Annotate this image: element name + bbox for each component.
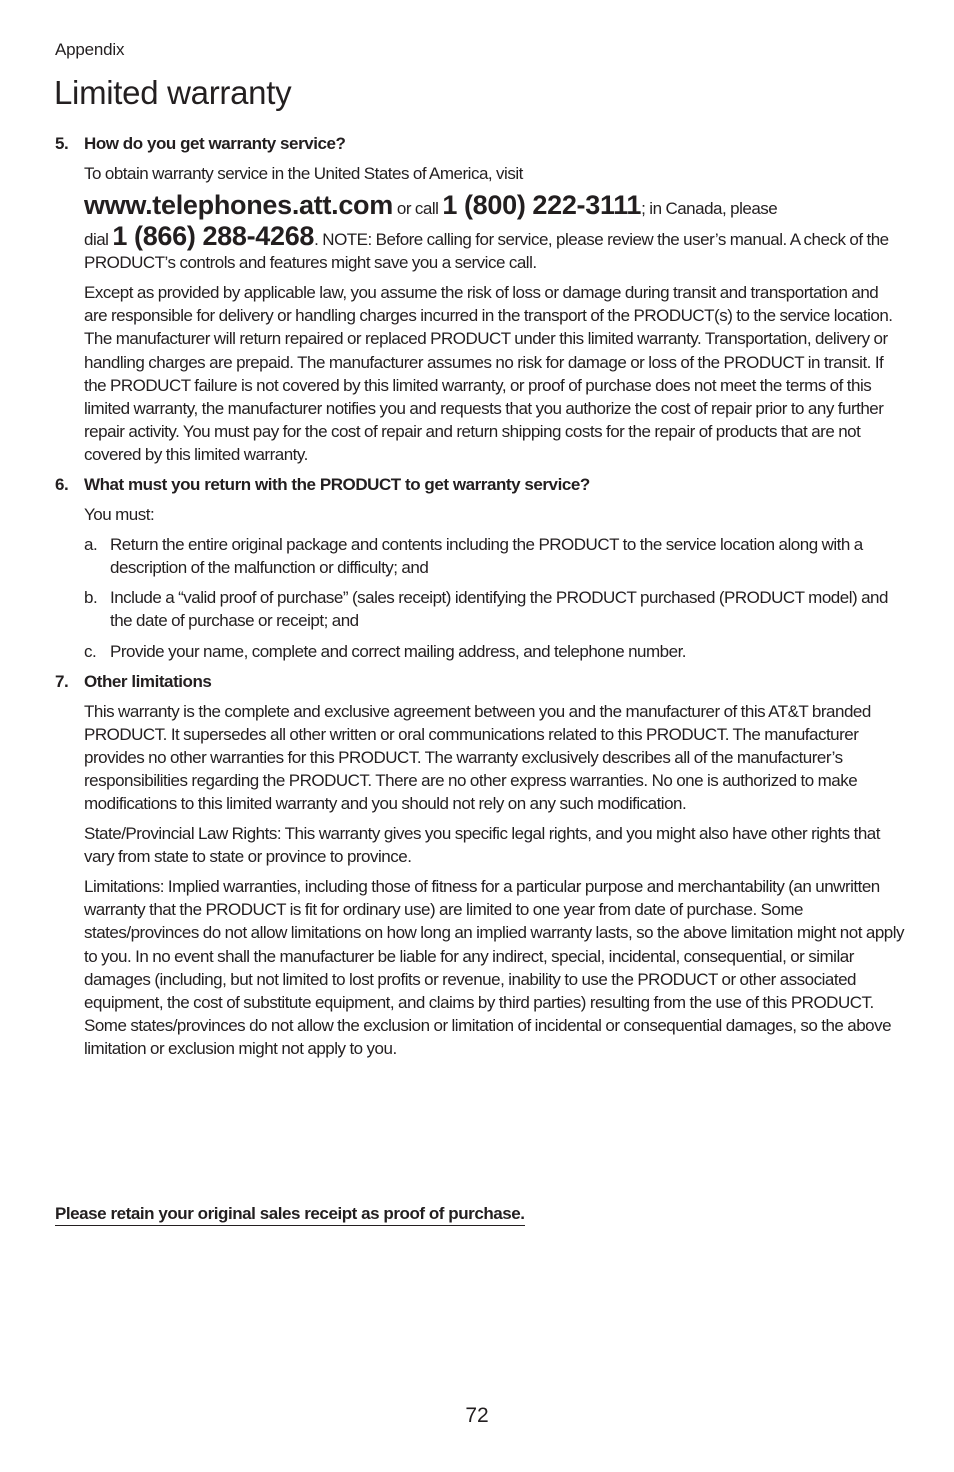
list-item-text: Provide your name, complete and correct mailing address, and telephone number. [110, 641, 687, 661]
or-call-text: or call [392, 199, 443, 219]
note-text: . NOTE: Before calling for service, please review the user’s manual. A check of the PRODUCT’s controls and features might save you a service call. [84, 230, 889, 273]
section-intro: You must: [84, 505, 155, 525]
list-item [84, 533, 905, 579]
section-label: Appendix [55, 40, 125, 59]
section-number: 6. [55, 475, 69, 495]
body-paragraph: Limitations: Implied warranties, including those of fitness for a particular purpose and merchantability (an unwritten warranty that the PRODUCT is fit for ordinary use) are limited to one year from date of purchase. Some states/provinces do not allow limitations on how long an implied warranty lasts, so the above limitation might not apply to you. In no event shall the manufacturer be liable for any indirect, special, incidental, consequential, or similar damages (including, but not limited to lost profits or revenue, inability to use the PRODUCT or other associated equipment, the cost of substitute equipment, and claims by third parties) resulting from the use of this PRODUCT. Some states/provinces do not allow the exclusion or limitation of incidental or consequential damages, so the above limitation or exclusion might not apply to you. [84, 877, 905, 1058]
section-question: What must you return with the PRODUCT to get warranty service? [84, 475, 590, 495]
section-7 [55, 670, 905, 1060]
page-title: Limited warranty [54, 74, 292, 111]
body-paragraph: State/Provincial Law Rights: This warranty gives you specific legal rights, and you might also have other rights that vary from state to state or province to province. [84, 824, 880, 867]
canada-phone-number: 1 (866) 288-4268 [112, 221, 315, 252]
section-question: Other limitations [84, 671, 212, 691]
list-letter: a. [84, 535, 98, 555]
body-paragraph: This warranty is the complete and exclusive agreement between you and the manufacturer of this AT&T branded PRODUCT. It supersedes all other written or oral communications related to this PRODUCT. The manufacturer provides no other warranties for this PRODUCT. The warranty exclusively describes all of the manufacturer’s responsibilities regarding the PRODUCT. There are no other express warranties. No one is authorized to make modifications to this limited warranty and you should not rely on any such modification. [84, 701, 871, 813]
list-item [84, 640, 905, 663]
list-letter: c. [84, 641, 97, 661]
section-heading [55, 132, 905, 155]
list-item-text: Return the entire original package and contents including the PRODUCT to the service location along with a description of the malfunction or difficulty; and [110, 535, 863, 578]
us-phone-number: 1 (800) 222-3111 [442, 190, 642, 221]
section-intro: To obtain warranty service in the United States of America, visit [84, 164, 523, 183]
page-number: 72 [465, 1404, 489, 1427]
section-heading [55, 473, 905, 496]
section-5 [55, 132, 905, 466]
warranty-content [55, 132, 905, 1060]
section-question: How do you get warranty service? [84, 134, 346, 153]
list-item-text: Include a “valid proof of purchase” (sales receipt) identifying the PRODUCT purchased (PRODUCT model) and the date of purchase or receipt; and [110, 588, 888, 631]
list-item [84, 586, 905, 632]
retain-receipt-notice: Please retain your original sales receipt as proof of purchase. [55, 1204, 525, 1226]
requirements-list [84, 533, 905, 662]
contact-paragraph [84, 189, 905, 274]
list-letter: b. [84, 588, 98, 608]
section-6 [55, 473, 905, 663]
section-number: 7. [55, 671, 69, 691]
section-number: 5. [55, 134, 69, 153]
body-paragraph: Except as provided by applicable law, you assume the risk of loss or damage during transit and transportation and are responsible for delivery or handling charges incurred in the transport of the PRODUCT(s) to the service location. The manufacturer will return repaired or replaced PRODUCT under this limited warranty. Transportation, delivery or handling charges are prepaid. The manufacturer assumes no risk for damage or loss of the PRODUCT in transit. If the PRODUCT failure is not covered by this limited warranty, or proof of purchase does not meet the terms of this limited warranty, the manufacturer notifies you and requests that you authorize the cost of repair prior to any further repair activity. You must pay for the cost of repair and return shipping costs for the repair of products that are not covered by this limited warranty. [84, 283, 893, 464]
canada-text: ; in Canada, please [641, 199, 778, 219]
section-heading [55, 670, 905, 693]
dial-text: dial [84, 230, 113, 250]
website-link[interactable]: www.telephones.att.com [84, 190, 393, 221]
